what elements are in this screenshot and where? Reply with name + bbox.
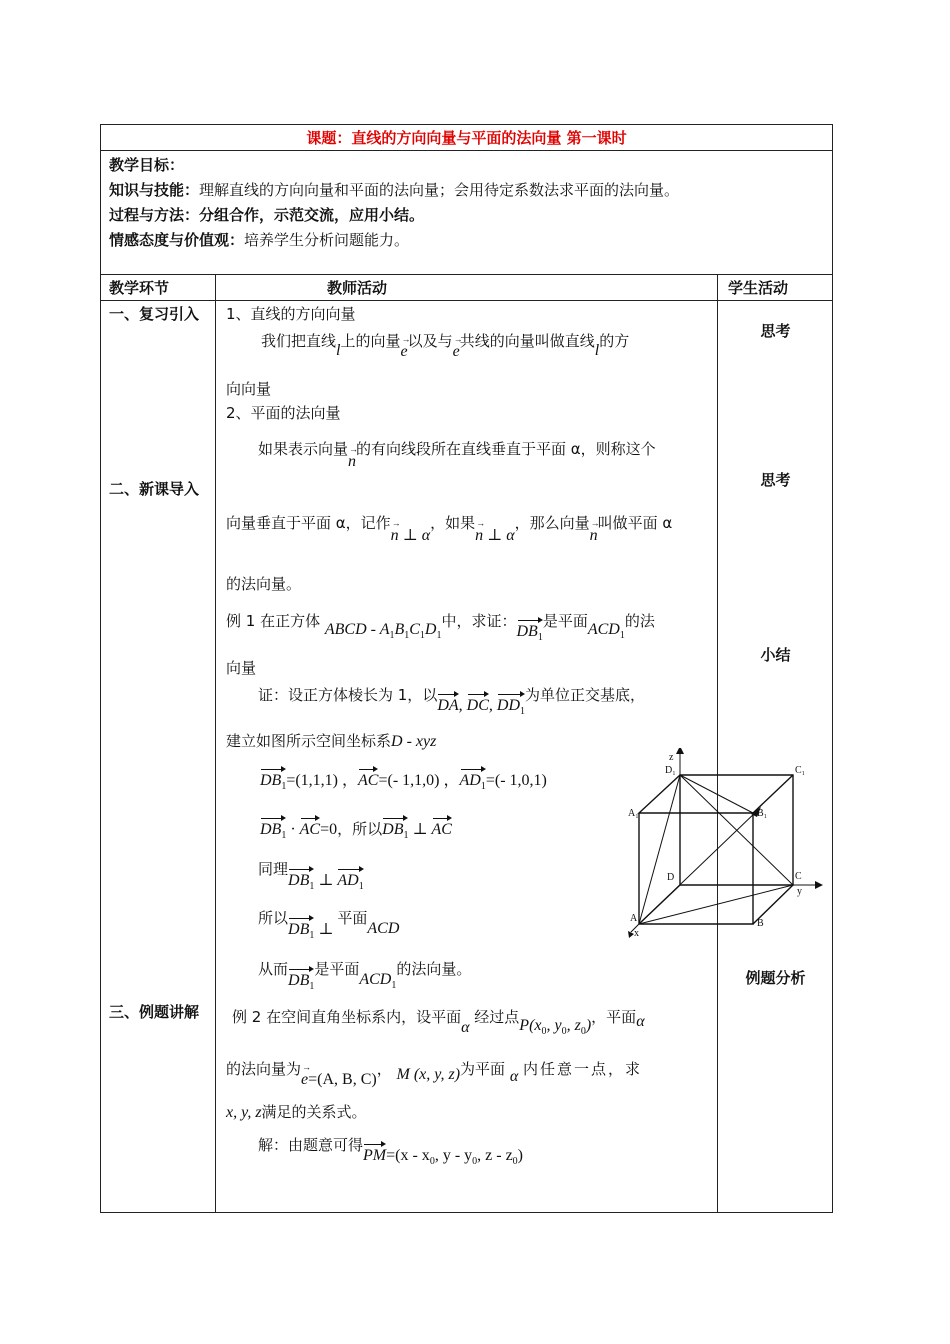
cube-name: ABCD - $A_1B_1C_1D_1$ xyxy=(324,621,442,641)
notation-d: 叫做平面 α xyxy=(597,514,673,532)
title-divider xyxy=(100,150,833,151)
column-divider-2 xyxy=(717,274,718,1213)
therefore-text: 所以 xyxy=(258,909,289,927)
proof-text-c: 建立如图所示空间坐标系 xyxy=(226,732,392,750)
example2-ask xyxy=(226,1103,367,1122)
ex1-text-b: 中，求证： xyxy=(441,612,517,630)
example2-statement xyxy=(232,1008,645,1037)
goal-process: 过程与方法：分组合作，示范交流，应用小结。 xyxy=(109,206,425,224)
goal-knowledge-label: 知识与技能： xyxy=(109,181,200,199)
label-B: B xyxy=(757,918,764,929)
label-y: y xyxy=(797,886,802,897)
is-plane-text: 是平面 xyxy=(314,960,360,978)
cube-name-main: ABCD - A xyxy=(324,621,390,638)
direction-vector-definition xyxy=(261,332,630,360)
vector-n-4: n → xyxy=(590,527,598,545)
stage-review: 一、复习引入 xyxy=(109,305,200,323)
proof-text-b: 为单位正交基底， xyxy=(525,686,646,704)
goal-emotion-label: 情感态度与价值观： xyxy=(109,231,245,249)
normal-def-b: 的有向线段所在直线垂直于平面 α，则称这个 xyxy=(356,440,656,458)
section2-title: 2、平面的法向量 xyxy=(226,404,341,422)
notation-c: ，那么向量 xyxy=(514,514,590,532)
plane-word: 平面 xyxy=(337,909,368,927)
label-C1: C₁ xyxy=(795,765,806,776)
direction-vector-definition-end: 向向量 xyxy=(226,380,272,398)
vector-DB1-final: $DB_1$ xyxy=(288,972,314,996)
goal-knowledge xyxy=(109,181,679,199)
stage-examples: 三、例题讲解 xyxy=(109,1003,200,1021)
label-A: A xyxy=(630,913,638,924)
line-symbol: l xyxy=(336,342,341,359)
z-arrow xyxy=(676,748,684,754)
column-divider-1 xyxy=(215,274,216,1213)
label-C: C xyxy=(795,871,802,882)
ex1-text-d: 的法 xyxy=(624,612,655,630)
db1-value: =(1,1,1) xyxy=(286,772,339,789)
def-text-d: 共线的向量叫做直线 xyxy=(459,332,595,350)
perp-notation-2: n → ⊥ α xyxy=(475,527,514,544)
ex2-text-f: 内任意一点，求 xyxy=(523,1060,643,1078)
vector-n-3: n → xyxy=(475,527,483,545)
example1-statement-end: 向量 xyxy=(226,659,257,677)
line-D1B1 xyxy=(680,775,753,813)
coord-system-name: D - xyz xyxy=(391,733,437,750)
ex2-text-b: 经过点 xyxy=(474,1008,520,1026)
e-value: =(A, B, C) xyxy=(308,1071,377,1088)
alpha-3: α xyxy=(461,1019,470,1036)
student-activity-1: 思考 xyxy=(760,322,791,340)
normal-e-value: e →=(A, B, C) xyxy=(301,1071,377,1088)
alpha-4: α xyxy=(636,1013,645,1030)
ex2-text-d: 的法向量为 xyxy=(226,1060,302,1078)
solution-text: 解：由题意可得 xyxy=(258,1136,364,1154)
solution-line xyxy=(258,1136,523,1167)
line-AD1 xyxy=(639,775,680,924)
goal-emotion-text: 培养学生分析问题能力。 xyxy=(244,231,410,249)
notation-a: 向量垂直于平面 α，记作 xyxy=(226,514,391,532)
perp-DB1-AD1: $DB_1$ ⊥ $AD_1$ xyxy=(288,872,364,889)
line-symbol-2: l xyxy=(594,342,600,359)
vector-DB1: $DB_1$ xyxy=(517,623,543,647)
normal-def-a: 如果表示向量 xyxy=(258,440,349,458)
perp-plane: $DB_1$ ⊥ xyxy=(288,921,337,938)
vector-e-2: e → xyxy=(453,343,460,361)
goal-knowledge-text: 理解直线的方向向量和平面的法向量；会用待定系数法求平面的法向量。 xyxy=(199,181,680,199)
goals-divider xyxy=(100,274,833,275)
notation-b: ，如果 xyxy=(430,514,476,532)
therefore-line xyxy=(258,909,400,941)
proof-setup xyxy=(258,686,646,717)
pm-value: =(x - x xyxy=(386,1147,430,1164)
student-activity-4: 例题分析 xyxy=(745,969,806,987)
normal-vector-notation xyxy=(226,514,673,544)
plane-ACD1: $ACD_1$ xyxy=(587,621,625,641)
dot-value: =0 xyxy=(320,821,338,838)
conclusion-line xyxy=(258,960,472,992)
similarly-line xyxy=(258,860,364,892)
similarly-text: 同理 xyxy=(258,860,289,878)
label-x: x xyxy=(634,928,639,938)
ad1-value: =(- 1,0,1) xyxy=(485,772,547,789)
def-text-a: 我们把直线 xyxy=(261,332,337,350)
def-text-b: 上的向量 xyxy=(340,332,401,350)
lesson-table xyxy=(100,124,833,1213)
student-activity-2: 思考 xyxy=(760,471,791,489)
student-activity-3: 小结 xyxy=(760,646,791,664)
xyz-vars: x, y, z xyxy=(226,1104,262,1121)
y-arrow xyxy=(815,881,823,889)
thus-text: 从而 xyxy=(258,960,289,978)
ex2-text-c: ，平面 xyxy=(591,1008,637,1026)
example1-statement xyxy=(226,612,655,643)
def-text-e: 的方 xyxy=(599,332,630,350)
label-D: D xyxy=(667,872,675,883)
basis-vectors: DA, DC, $DD_1$ xyxy=(437,697,525,714)
coordinate-system xyxy=(226,732,436,751)
vector-e: e → xyxy=(400,343,407,361)
ex2-text-g: 满足的关系式。 xyxy=(261,1103,367,1121)
alpha-1: α xyxy=(421,527,431,544)
vector-values: $DB_1=(1,1,1)$ ，AC=(- 1,1,0) ，$AD_1=(-$ 1,0,1) xyxy=(260,772,547,796)
alpha-5: α xyxy=(509,1068,519,1085)
example2-normal: 的法向量为e →=(A, B, C)， M (x, y, z)为平面 α 内任意一点，求 xyxy=(226,1060,642,1079)
proof-text-a: 证：设正方体棱长为 1，以 xyxy=(258,686,438,704)
so-text-1: ，所以 xyxy=(337,820,383,838)
point-P: $P(x_0$, $y_0$, $z_0$) xyxy=(519,1017,592,1037)
vector-n: n → xyxy=(348,453,356,471)
line-AB1 xyxy=(639,810,758,924)
dot-product: $DB_1 \cdot AC=0$，所以$DB_1$ ⊥ AC xyxy=(260,820,452,845)
section1-title: 1、直线的方向向量 xyxy=(226,305,356,323)
plane-ACD: ACD xyxy=(367,920,400,937)
label-A1: A₁ xyxy=(628,808,639,819)
perp-notation-1: n → ⊥ α xyxy=(391,527,430,544)
alpha-2: α xyxy=(506,527,515,544)
goals-heading: 教学目标： xyxy=(109,156,185,174)
vector-PM: $PM=(x - x_0$, y - $y_0$, z - $z_0$) xyxy=(363,1147,523,1167)
header-divider xyxy=(100,300,833,301)
plane-ACD1-final: $ACD_1$ xyxy=(359,971,397,991)
label-z: z xyxy=(669,752,674,763)
goal-emotion xyxy=(109,231,409,249)
def-text-c: 以及与 xyxy=(407,332,453,350)
page-title: 课题：直线的方向向量与平面的法向量 第一课时 xyxy=(306,129,627,147)
label-D1: D₁ xyxy=(665,765,676,776)
normal-end-text: 的法向量。 xyxy=(396,960,472,978)
header-teacher: 教师活动 xyxy=(327,279,388,297)
ac-value: =(- 1,1,0) xyxy=(378,772,440,789)
ex1-text-c: 是平面 xyxy=(542,612,588,630)
ex2-text-e: 为平面 xyxy=(460,1060,506,1078)
cube-figure xyxy=(625,748,825,938)
ex2-text-a: 例 2 在空间直角坐标系内，设平面 xyxy=(232,1008,462,1026)
header-student: 学生活动 xyxy=(728,279,789,297)
vector-n-2: n → xyxy=(391,527,399,545)
ex1-text-a: 例 1 在正方体 xyxy=(226,612,321,630)
stage-new: 二、新课导入 xyxy=(109,480,200,498)
label-B1: B₁ xyxy=(757,808,768,819)
normal-vector-definition xyxy=(258,440,656,470)
normal-vector-end: 的法向量。 xyxy=(226,575,302,593)
header-stage: 教学环节 xyxy=(109,279,170,297)
line-AC xyxy=(639,885,793,924)
point-M: M (x, y, z) xyxy=(396,1066,461,1083)
